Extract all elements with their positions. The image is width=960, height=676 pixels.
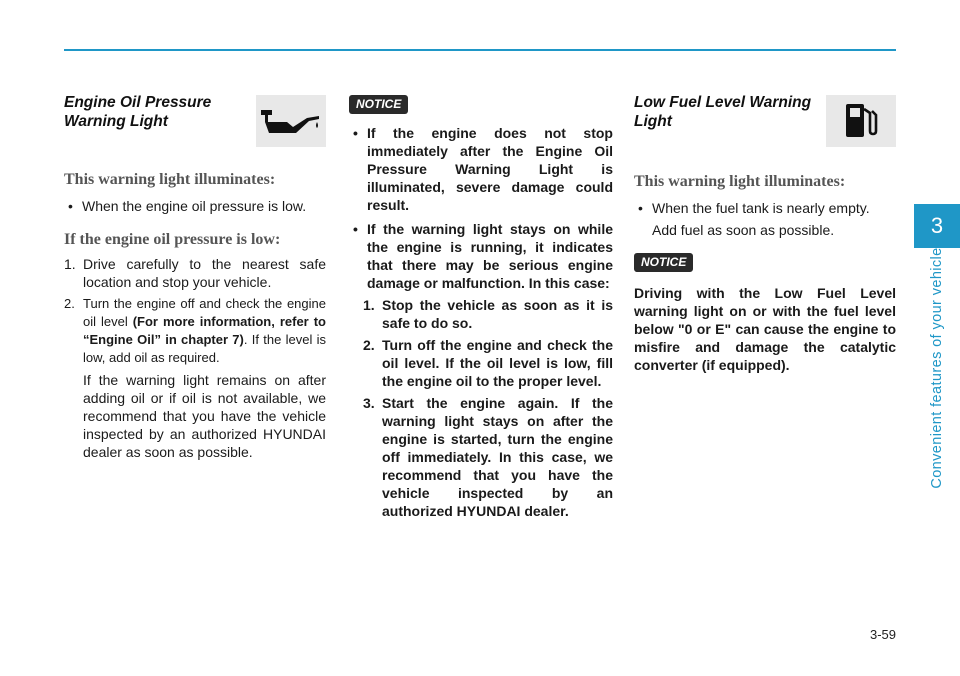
oil-step-2-note: If the warning light remains on after adding oil or if oil is not available, we recommend that you have the vehicle inspected by an authorized HYUNDAI dealer as soon as possible. <box>83 372 326 460</box>
oil-low-heading: If the engine oil pressure is low: <box>64 231 281 248</box>
oil-step-2-text: Turn the engine off and check the engine oil level <box>83 296 326 329</box>
fuel-icon-box <box>826 95 896 147</box>
oil-illuminates-heading: This warning light illuminates: <box>64 171 276 188</box>
notice-step-1 <box>363 296 613 332</box>
chapter-number-tab: 3 <box>914 204 960 248</box>
oil-step-1-text: Drive carefully to the nearest safe location and stop your vehicle. <box>83 256 326 290</box>
fuel-notice-text: Driving with the Low Fuel Level warning light on or with the fuel level below "0 or E" can cause the engine to misfire and damage the catalytic converter (if equipped). <box>634 285 896 373</box>
oil-step-2-number: 2. <box>64 296 75 311</box>
oil-step-2-text-end: . If the level is low, add oil as required. <box>83 332 326 365</box>
oil-step-1-number: 1. <box>64 256 76 272</box>
notice-badge: NOTICE <box>349 95 408 114</box>
notice-bullet-2: • If the warning light stays on while the engine is running, it indicates that there may be serious engine damage or malfunction. In this case: <box>349 220 613 292</box>
oil-step-2 <box>64 295 326 367</box>
notice-step-3 <box>363 394 613 520</box>
notice-step-2 <box>363 336 613 390</box>
notice-step-3-text: Start the engine again. If the warning light stays on after the engine is started, turn the engine off immediately. In this case, we recommend that you have the vehicle inspected by an authorized HYUNDAI dealer. <box>382 395 613 519</box>
oil-pressure-section <box>64 93 326 461</box>
oil-illuminates-bullet: • When the engine oil pressure is low. <box>64 197 326 215</box>
chapter-title: Convenient features of your vehicle <box>929 247 945 489</box>
notice-step-3-number: 3. <box>363 395 375 411</box>
oil-step-2-reference: (For more information, refer to “Engine Oil” in chapter 7) <box>83 314 326 347</box>
oil-can-icon <box>259 106 323 136</box>
oil-notice-section <box>349 93 613 520</box>
notice-step-1-text: Stop the vehicle as soon as it is safe to do so. <box>382 297 613 331</box>
notice-step-2-number: 2. <box>363 337 375 353</box>
fuel-bullet-continued: Add fuel as soon as possible. <box>652 222 835 238</box>
fuel-pump-icon <box>843 101 879 141</box>
fuel-bullet: • When the fuel tank is nearly empty. <box>634 199 896 217</box>
oil-section-title: Engine Oil Pressure Warning Light <box>64 94 212 130</box>
fuel-notice-badge: NOTICE <box>634 253 693 272</box>
notice-step-2-text: Turn off the engine and check the oil level. If the oil level is low, fill the engine oil to the proper level. <box>382 337 613 389</box>
fuel-illuminates-heading: This warning light illuminates: <box>634 173 846 190</box>
page-number: 3-59 <box>869 627 896 642</box>
fuel-section-title: Low Fuel Level Warning Light <box>634 94 812 130</box>
oil-icon-box <box>256 95 326 147</box>
notice-bullet-1: • If the engine does not stop immediately after the Engine Oil Pressure Warning Light is illuminated, severe damage could result. <box>349 124 613 214</box>
oil-step-1 <box>64 255 326 291</box>
top-rule <box>64 49 896 51</box>
low-fuel-section <box>634 93 896 374</box>
notice-step-1-number: 1. <box>363 297 375 313</box>
